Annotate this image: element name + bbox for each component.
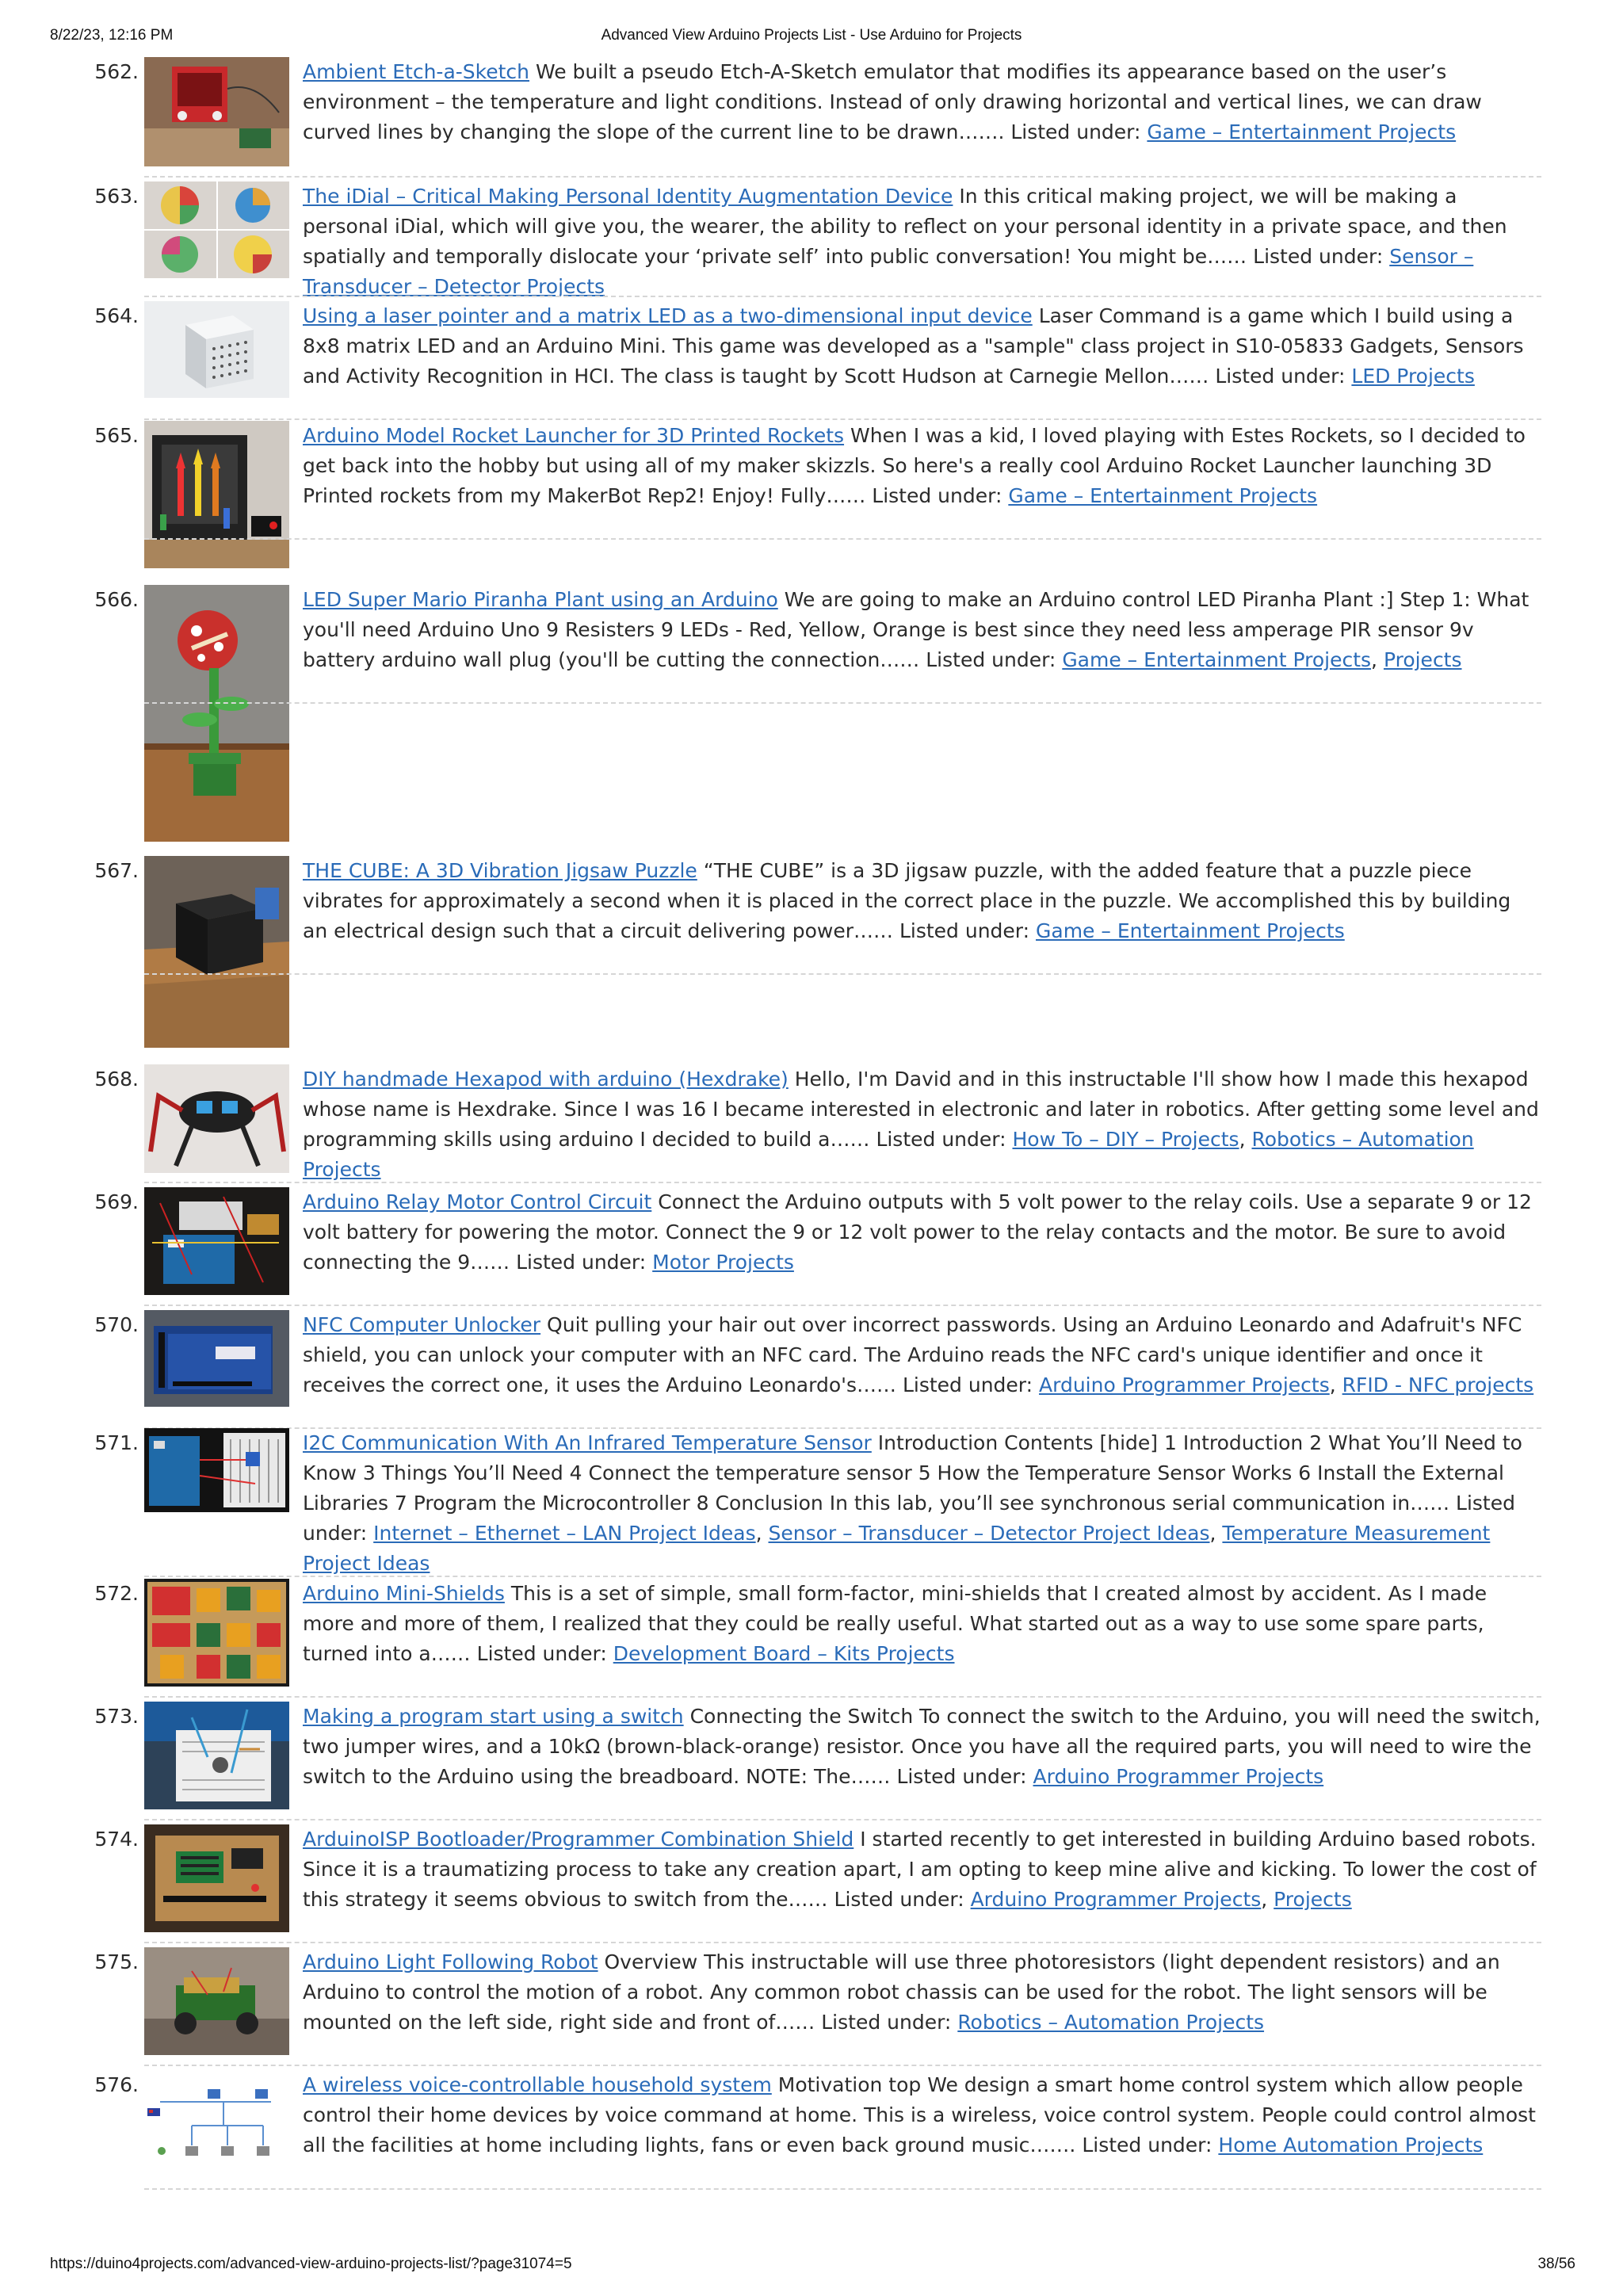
item-summary: Overview This instructable will use three photoresistors (light dependent resistors) and an Arduino to control the motion of a robot. Any common robot chassis can be used for the robot. The light sensors will be mounted on the left side, right side and front of…… [303, 1950, 1500, 2034]
category-link[interactable]: RFID - NFC projects [1342, 1373, 1534, 1396]
project-title-link[interactable]: Arduino Mini-Shields [303, 1582, 505, 1605]
listed-under-label: Listed under: [476, 1642, 607, 1665]
item-summary: I started recently to get interested in building Arduino based robots. Since it is a traumatizing process to take any creation apart, I am opting to keep mine alive and kicking. To lower the cost of this strategy it seems obvious to switch from the…… [303, 1828, 1537, 1911]
listed-under-label: Listed under: [926, 648, 1056, 671]
category-link[interactable]: Projects [1274, 1888, 1352, 1911]
red-etch-a-sketch-photo [144, 57, 289, 166]
category-link[interactable]: Arduino Programmer Projects [970, 1888, 1262, 1911]
listed-under-label: Listed under: [1010, 120, 1141, 143]
category-link[interactable]: Robotics – Automation Projects [957, 2011, 1265, 2034]
category-link[interactable]: Robotics – Automation Projects [303, 1128, 1474, 1181]
entry-divider [144, 2065, 1541, 2066]
entry-divider [144, 296, 1541, 297]
idial-photo [144, 181, 289, 278]
listed-under-label: Listed under: [834, 1888, 964, 1911]
item-description [303, 301, 1541, 392]
cube-puzzle-photo [144, 856, 289, 1048]
item-description: ArduinoISP Bootloader/Programmer Combination Shield I started recently to get interested in building Arduino based robots. Since it is a traumatizing process to take any creation apart, I am opting to keep mine alive and kicking. To lower the cost of this strategy it seems obvious to switch from the…… Listed under: Arduino Programmer Projects, Projects [303, 1828, 1537, 1911]
entry-divider [144, 2188, 1541, 2190]
switch-breadboard-photo [144, 1702, 289, 1809]
category-link[interactable]: Sensor – Transducer – Detector Project Ideas [768, 1522, 1210, 1545]
project-title-link[interactable]: Arduino Model Rocket Launcher for 3D Printed Rockets [303, 424, 845, 447]
project-thumbnail[interactable] [144, 421, 289, 568]
category-link[interactable]: Development Board – Kits Projects [613, 1642, 955, 1665]
entry-divider [144, 418, 1541, 420]
item-summary: Motivation top We design a smart home control system which allow people control their home devices by voice command at home. This is a wireless, voice control system. People could control almost all the facilities at home including lights, fans or even back ground music……. [303, 2073, 1536, 2157]
project-thumbnail[interactable] [144, 1064, 289, 1173]
project-thumbnail[interactable] [144, 2070, 289, 2167]
item-number: 572. [94, 1582, 139, 1605]
project-thumbnail[interactable] [144, 1579, 289, 1687]
project-thumbnail[interactable] [144, 1702, 289, 1809]
item-number: 567. [94, 859, 139, 882]
project-title-link[interactable]: LED Super Mario Piranha Plant using an Arduino [303, 588, 778, 611]
project-title-link[interactable]: Ambient Etch-a-Sketch [303, 60, 530, 83]
i2c-sensor-photo [144, 1428, 289, 1512]
item-number: 569. [94, 1190, 139, 1213]
page-counter: 38/56 [1537, 2256, 1575, 2272]
item-number: 574. [94, 1828, 139, 1851]
project-title-link[interactable]: Arduino Relay Motor Control Circuit [303, 1190, 652, 1213]
project-title-link[interactable]: ArduinoISP Bootloader/Programmer Combination Shield [303, 1828, 854, 1851]
item-summary: Introduction Contents [hide] 1 Introduction 2 What You’ll Need to Know 3 Things You’ll Need 4 Connect the temperature sensor 5 How the Temperature Sensor Works 6 Install the External Libraries 7 Program the Microcontroller 8 Conclusion In this lab, you’ll see synchronous serial communication in…… [303, 1431, 1522, 1515]
entry-divider [144, 702, 1541, 704]
item-description [303, 1947, 1541, 2038]
entry-divider [144, 1576, 1541, 1577]
item-number: 570. [94, 1313, 139, 1336]
project-thumbnail[interactable] [144, 856, 289, 1048]
voice-system-diagram [144, 2070, 289, 2167]
listed-under-label: Listed under: [896, 1765, 1027, 1788]
item-number: 576. [94, 2073, 139, 2096]
project-thumbnail[interactable] [144, 181, 289, 278]
item-description [303, 1187, 1541, 1278]
item-summary: Connecting the Switch To connect the switch to the Arduino, you will need the switch, two jumper wires, and a 10kΩ (brown-black-orange) resistor. Once you have all the required parts, you will need to wire the switch to the Arduino using the breadboard. NOTE: The…… [303, 1705, 1541, 1788]
project-thumbnail[interactable] [144, 1824, 289, 1932]
project-thumbnail[interactable] [144, 1947, 289, 2055]
item-summary: When I was a kid, I loved playing with Estes Rockets, so I decided to get back into the hobby but using all of my maker skizzls. So here's a really cool Arduino Rocket Launcher launching 3D Printed rockets from my MakerBot Rep2! Enjoy! Fully…… [303, 424, 1526, 507]
light-robot-photo [144, 1947, 289, 2055]
listed-under-label: Listed under: [821, 2011, 952, 2034]
item-number: 571. [94, 1431, 139, 1454]
item-number: 562. [94, 60, 139, 83]
listed-under-label: Listed under: [872, 484, 1002, 507]
project-thumbnail[interactable] [144, 301, 289, 398]
category-link[interactable]: Game – Entertainment Projects [1147, 120, 1457, 143]
item-description [303, 2070, 1541, 2160]
entry-divider [144, 1696, 1541, 1698]
item-summary: Quit pulling your hair out over incorrect passwords. Using an Arduino Leonardo and Adafruit's NFC shield, you can unlock your computer with an NFC card. The Arduino reads the NFC card's unique identifier and once it receives the correct one, it uses the Arduino Leonardo's…… [303, 1313, 1522, 1396]
project-title-link[interactable]: I2C Communication With An Infrared Temperature Sensor [303, 1431, 872, 1454]
item-description: DIY handmade Hexapod with arduino (Hexdrake) Hello, I'm David and in this instructable I'll show how I made this hexapod whose name is Hexdrake. Since I was 16 I became interested in electronic and later in robotics. After getting some level and programming skills using arduino I decided to build a…… Listed under: How To – DIY – Projects, Robotics – Automation Projects [303, 1068, 1539, 1181]
category-link[interactable]: Game – Entertainment Projects [1036, 919, 1345, 942]
led-matrix-photo [144, 301, 289, 398]
listed-under-label: Listed under: [902, 1373, 1033, 1396]
item-summary: We are going to make an Arduino control LED Piranha Plant :] Step 1: What you'll need Arduino Uno 9 Resisters 9 LEDs - Red, Yellow, Orange is best since they need less amperage PIR sensor 9v battery arduino wall plug (you'll be cutting the connection…… [303, 588, 1529, 671]
category-link[interactable]: LED Projects [1351, 365, 1475, 388]
listed-under-label: Listed under: [1082, 2134, 1212, 2157]
category-link[interactable]: Internet – Ethernet – LAN Project Ideas [373, 1522, 756, 1545]
project-title-link[interactable]: A wireless voice-controllable household system [303, 2073, 772, 2096]
project-title-link[interactable]: DIY handmade Hexapod with arduino (Hexdrake) [303, 1068, 789, 1091]
item-number: 565. [94, 424, 139, 447]
listed-under-label: Listed under: [899, 919, 1030, 942]
rocket-launcher-photo [144, 421, 289, 568]
entry-divider [144, 1182, 1541, 1183]
item-summary: This is a set of simple, small form-factor, mini-shields that I created almost by accident. As I made more and more of them, I realized that they could be really useful. What started out as a way to use some spare parts, turned into a…… [303, 1582, 1487, 1665]
item-description [303, 856, 1541, 946]
item-number: 575. [94, 1950, 139, 1973]
listed-under-label: Listed under: [876, 1128, 1006, 1151]
print-url: https://duino4projects.com/advanced-view-arduino-projects-list/?page31074=5 [50, 2256, 572, 2272]
print-datetime: 8/22/23, 12:16 PM [50, 27, 174, 44]
mini-shields-photo [144, 1579, 289, 1687]
item-description [303, 421, 1541, 511]
entry-divider [144, 1305, 1541, 1306]
category-link[interactable]: Motor Projects [652, 1251, 794, 1274]
item-number: 563. [94, 185, 139, 208]
category-link[interactable]: Sensor – Transducer – Detector Projects [303, 245, 1474, 298]
project-thumbnail[interactable] [144, 57, 289, 166]
category-link[interactable]: Temperature Measurement Project Ideas [303, 1522, 1491, 1575]
category-link[interactable]: How To – DIY – Projects [1012, 1128, 1239, 1151]
project-title-link[interactable]: NFC Computer Unlocker [303, 1313, 541, 1336]
item-summary: “THE CUBE” is a 3D jigsaw puzzle, with the added feature that a puzzle piece vibrates for approximately a second when it is placed in the correct place in the puzzle. We accomplished this by building an electrical design such that a circuit delivering power…… [303, 859, 1511, 942]
entry-divider [144, 1819, 1541, 1820]
listed-under-label: Listed under: [1215, 365, 1346, 388]
item-description [303, 1702, 1541, 1792]
item-description [303, 57, 1541, 147]
project-title-link[interactable]: The iDial – Critical Making Personal Identity Augmentation Device [303, 185, 953, 208]
piranha-plant-photo [144, 585, 289, 842]
hexapod-photo [144, 1064, 289, 1173]
item-number: 566. [94, 588, 139, 611]
item-description: NFC Computer Unlocker Quit pulling your hair out over incorrect passwords. Using an Arduino Leonardo and Adafruit's NFC shield, you can unlock your computer with an NFC card. The Arduino reads the NFC card's unique identifier and once it receives the correct one, it uses the Arduino Leonardo's…… Listed under: Arduino Programmer Projects, RFID - NFC projects [303, 1313, 1534, 1396]
isp-shield-photo [144, 1824, 289, 1932]
item-summary: Laser Command is a game which I build using a 8x8 matrix LED and an Arduino Mini. This game was developed as a "sample" class project in S10-05833 Gadgets, Sensors and Activity Recognition in HCI. The class is taught by Scott Hudson at Carnegie Mellon…… [303, 304, 1524, 388]
item-number: 564. [94, 304, 139, 327]
item-description [303, 181, 1541, 302]
project-thumbnail[interactable] [144, 1187, 289, 1295]
relay-circuit-photo [144, 1187, 289, 1295]
entry-divider [144, 176, 1541, 178]
listed-under-label: Listed under: [1253, 245, 1384, 268]
project-thumbnail[interactable] [144, 1310, 289, 1407]
entry-divider [144, 538, 1541, 540]
category-link[interactable]: Arduino Programmer Projects [1039, 1373, 1330, 1396]
item-number: 568. [94, 1068, 139, 1091]
category-link[interactable]: Home Automation Projects [1218, 2134, 1484, 2157]
project-title-link[interactable]: Using a laser pointer and a matrix LED as a two-dimensional input device [303, 304, 1033, 327]
listed-under-label: Listed under: [303, 1492, 1515, 1545]
item-number: 573. [94, 1705, 139, 1728]
category-link[interactable]: Game – Entertainment Projects [1008, 484, 1318, 507]
category-link[interactable]: Arduino Programmer Projects [1033, 1765, 1324, 1788]
nfc-shield-photo [144, 1310, 289, 1407]
entry-divider [144, 1942, 1541, 1943]
project-title-link[interactable]: THE CUBE: A 3D Vibration Jigsaw Puzzle [303, 859, 697, 882]
project-title-link[interactable]: Arduino Light Following Robot [303, 1950, 598, 1973]
item-summary: Hello, I'm David and in this instructable I'll show how I made this hexapod whose name is Hexdrake. Since I was 16 I became interested in electronic and later in robotics. After getting some level and programming skills using arduino I decided to build a…… [303, 1068, 1539, 1151]
project-title-link[interactable]: Making a program start using a switch [303, 1705, 684, 1728]
category-link[interactable]: Projects [1383, 648, 1462, 671]
item-description [303, 1579, 1541, 1669]
print-page-title: Advanced View Arduino Projects List - Use Arduino for Projects [601, 27, 1022, 44]
listed-under-label: Listed under: [516, 1251, 647, 1274]
item-summary: In this critical making project, we will be making a personal iDial, which will give you, the wearer, the ability to reflect on your personal identity in a private space, and then spatially and temporally dislocate your ‘private self’ into public conversation! You might be…… [303, 185, 1507, 268]
item-summary: We built a pseudo Etch-A-Sketch emulator that modifies its appearance based on the user’s environment – the temperature and light conditions. Instead of only drawing horizontal and vertical lines, we can draw curved lines by changing the slope of the current line to be drawn……. [303, 60, 1482, 143]
item-description: LED Super Mario Piranha Plant using an Arduino We are going to make an Arduino control LED Piranha Plant :] Step 1: What you'll need Arduino Uno 9 Resisters 9 LEDs - Red, Yellow, Orange is best since they need less amperage PIR sensor 9v battery arduino wall plug (you'll be cutting the connection…… Listed under: Game – Entertainment Projects, Projects [303, 588, 1529, 671]
project-thumbnail[interactable] [144, 1428, 289, 1512]
project-thumbnail[interactable] [144, 585, 289, 842]
entry-divider [144, 973, 1541, 975]
category-link[interactable]: Game – Entertainment Projects [1062, 648, 1372, 671]
item-summary: Connect the Arduino outputs with 5 volt power to the relay coils. Use a separate 9 or 12 volt battery for powering the motor. Connect the 9 or 12 volt power to the relay contacts and the motor. Be sure to avoid connecting the 9…… [303, 1190, 1532, 1274]
item-description: I2C Communication With An Infrared Temperature Sensor Introduction Contents [hide] 1 Introduction 2 What You’ll Need to Know 3 Things You’ll Need 4 Connect the temperature sensor 5 How the Temperature Sensor Works 6 Install the External Libraries 7 Program the Microcontroller 8 Conclusion In this lab, you’ll see synchronous serial communication in…… Listed under: Internet – Ethernet – LAN Project Ideas, Sensor – Transducer – Detector Project Ideas, Temperature Measurement Project Ideas [303, 1431, 1522, 1575]
